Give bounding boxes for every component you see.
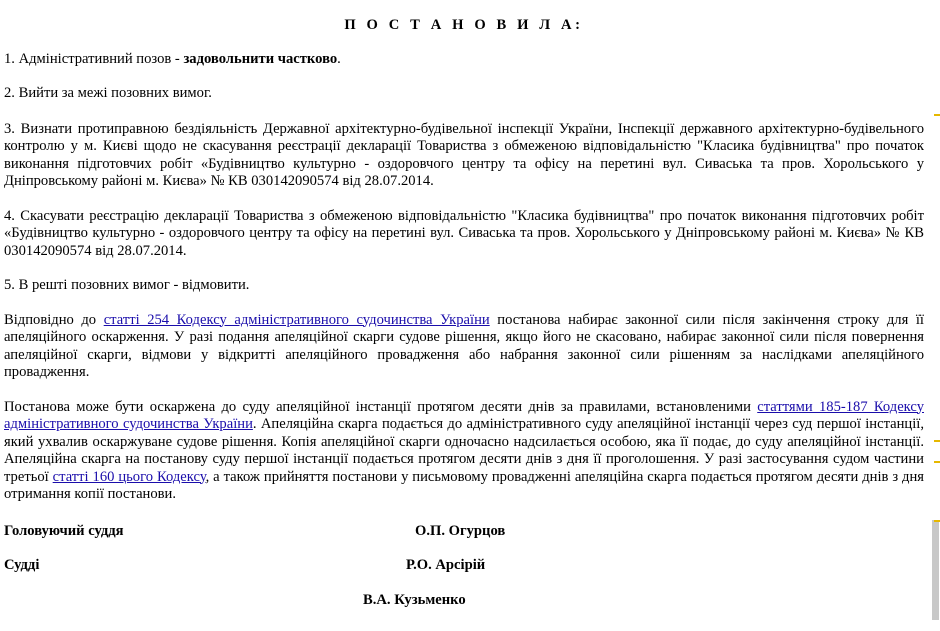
judge-arsirii: Р.О. Арсірій	[406, 557, 486, 573]
search-hit-marker	[934, 461, 940, 463]
appeal-paragraph: Постанова може бути оскаржена до суду апеляційної інстанції протягом десяти днів за правилами, встановленими статтями 185-187 Кодексу адміністративного судочинства України. Апеляційна скарга подається до адміністративного суду апеляційної інстанції через суд першої інстанції, який ухвалив оскаржуване судове рішення. Копія апеляційної скарги одночасно надсилається особою, яка її подає, до суду апеляційної інстанції. Апеляційна скарга на постанову суду першої інстанції подається протягом десяти днів з дня її проголошення. У разі застосування судом частини третьої статті 160 цього Кодексу, а також прийняття постанови у письмовому провадженні апеляційна скарга подається протягом десяти днів з дня отримання копії постанови.	[4, 398, 925, 502]
articles-185-187-link[interactable]: статтями 185-187 Кодексу адміністративного судочинства України	[4, 398, 924, 432]
item-2: 2. Вийти за межі позовних вимог.	[4, 85, 212, 101]
vertical-scrollbar[interactable]	[930, 0, 940, 631]
decision-heading: П О С Т А Н О В И Л А:	[344, 17, 584, 33]
legal-force-paragraph: Відповідно до статті 254 Кодексу адміністративного судочинства України постанова набирає законної сили після закінчення строку для її апеляційного оскарження. У разі подання апеляційної скарги судове рішення, якщо його не скасовано, набирає законної сили після повернення апеляційної скарги, відмови у відкритті апеляційного провадження або набрання законної сили рішенням за наслідками апеляційного провадження.	[4, 311, 924, 380]
item-3: 3. Визнати протиправною бездіяльність Державної архітектурно-будівельної інспекції України, Інспекції державного архітектурно-будівельного контролю у м. Києві щодо не скасування реєстрації декларації Товариства з обмеженою відповідальністю "Класика будівництва" про початок виконання підготовчих робіт «Будівництво культурно - оздоровчого центру та офісу на перетині вул. Сиваська та пров. Хорольського у Дніпровському районі м. Києва» № КВ 030142090574 від 28.07.2014.	[4, 120, 924, 189]
judges-label: Судді	[4, 557, 40, 573]
presiding-judge-name: О.П. Огурцов	[415, 523, 506, 539]
article-160-link[interactable]: статті 160 цього Кодексу	[52, 468, 206, 485]
item-4: 4. Скасувати реєстрацію декларації Товариства з обмеженою відповідальністю "Класика будівництва" про початок виконання підготовчих робіт «Будівництво культурно - оздоровчого центру та офісу на перетині вул. Сиваська та пров. Хорольського у Дніпровському районі м. Києва» № КВ 030142090574 від 28.07.2014.	[4, 207, 924, 259]
search-hit-marker	[934, 440, 940, 442]
scrollbar-thumb[interactable]	[932, 520, 939, 620]
presiding-judge-label: Головуючий суддя	[4, 523, 124, 539]
article-254-link[interactable]: статті 254 Кодексу адміністративного судочинства України	[103, 311, 490, 328]
search-hit-marker	[934, 520, 940, 522]
search-hit-marker	[934, 114, 940, 116]
judge-kuzmenko: В.А. Кузьменко	[363, 592, 466, 608]
item-1: 1. Адміністративний позов - задовольнити частково.	[4, 50, 341, 67]
item-5: 5. В решті позовних вимог - відмовити.	[4, 277, 250, 293]
item-1-verdict: задовольнити частково	[183, 50, 338, 67]
document-body	[4, 0, 924, 504]
